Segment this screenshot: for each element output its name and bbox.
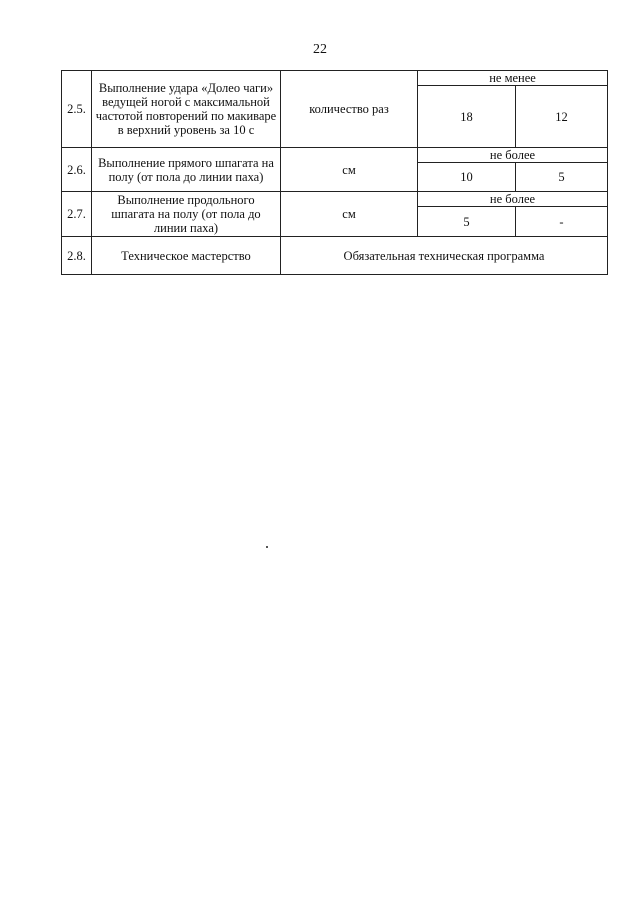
exercise-cell: Техническое мастерство bbox=[92, 237, 281, 275]
unit-cell: количество раз bbox=[281, 71, 418, 148]
value-cell: - bbox=[516, 207, 608, 237]
unit-cell: см bbox=[281, 192, 418, 237]
row-number: 2.6. bbox=[62, 148, 92, 192]
criterion-cell: не более bbox=[418, 148, 608, 163]
requirement-cell: Обязательная техническая программа bbox=[281, 237, 608, 275]
exercise-cell: Выполнение прямого шпагата на полу (от пола до линии паха) bbox=[92, 148, 281, 192]
norms-table bbox=[61, 70, 608, 275]
page-number: 22 bbox=[313, 42, 327, 57]
row-number: 2.8. bbox=[62, 237, 92, 275]
value-cell: 18 bbox=[418, 86, 516, 148]
table-row bbox=[62, 192, 608, 207]
row-number: 2.5. bbox=[62, 71, 92, 148]
unit-cell: см bbox=[281, 148, 418, 192]
value-cell: 5 bbox=[516, 163, 608, 192]
value-cell: 5 bbox=[418, 207, 516, 237]
table-row bbox=[62, 148, 608, 163]
exercise-cell: Выполнение удара «Долео чаги» ведущей ногой с максимальной частотой повторений по макиваре в верхний уровень за 10 с bbox=[92, 71, 281, 148]
scan-speck bbox=[266, 546, 268, 548]
table-row bbox=[62, 71, 608, 86]
criterion-cell: не менее bbox=[418, 71, 608, 86]
criterion-cell: не более bbox=[418, 192, 608, 207]
value-cell: 10 bbox=[418, 163, 516, 192]
exercise-cell: Выполнение продольного шпагата на полу (от пола до линии паха) bbox=[92, 192, 281, 237]
value-cell: 12 bbox=[516, 86, 608, 148]
row-number: 2.7. bbox=[62, 192, 92, 237]
table-row bbox=[62, 237, 608, 275]
